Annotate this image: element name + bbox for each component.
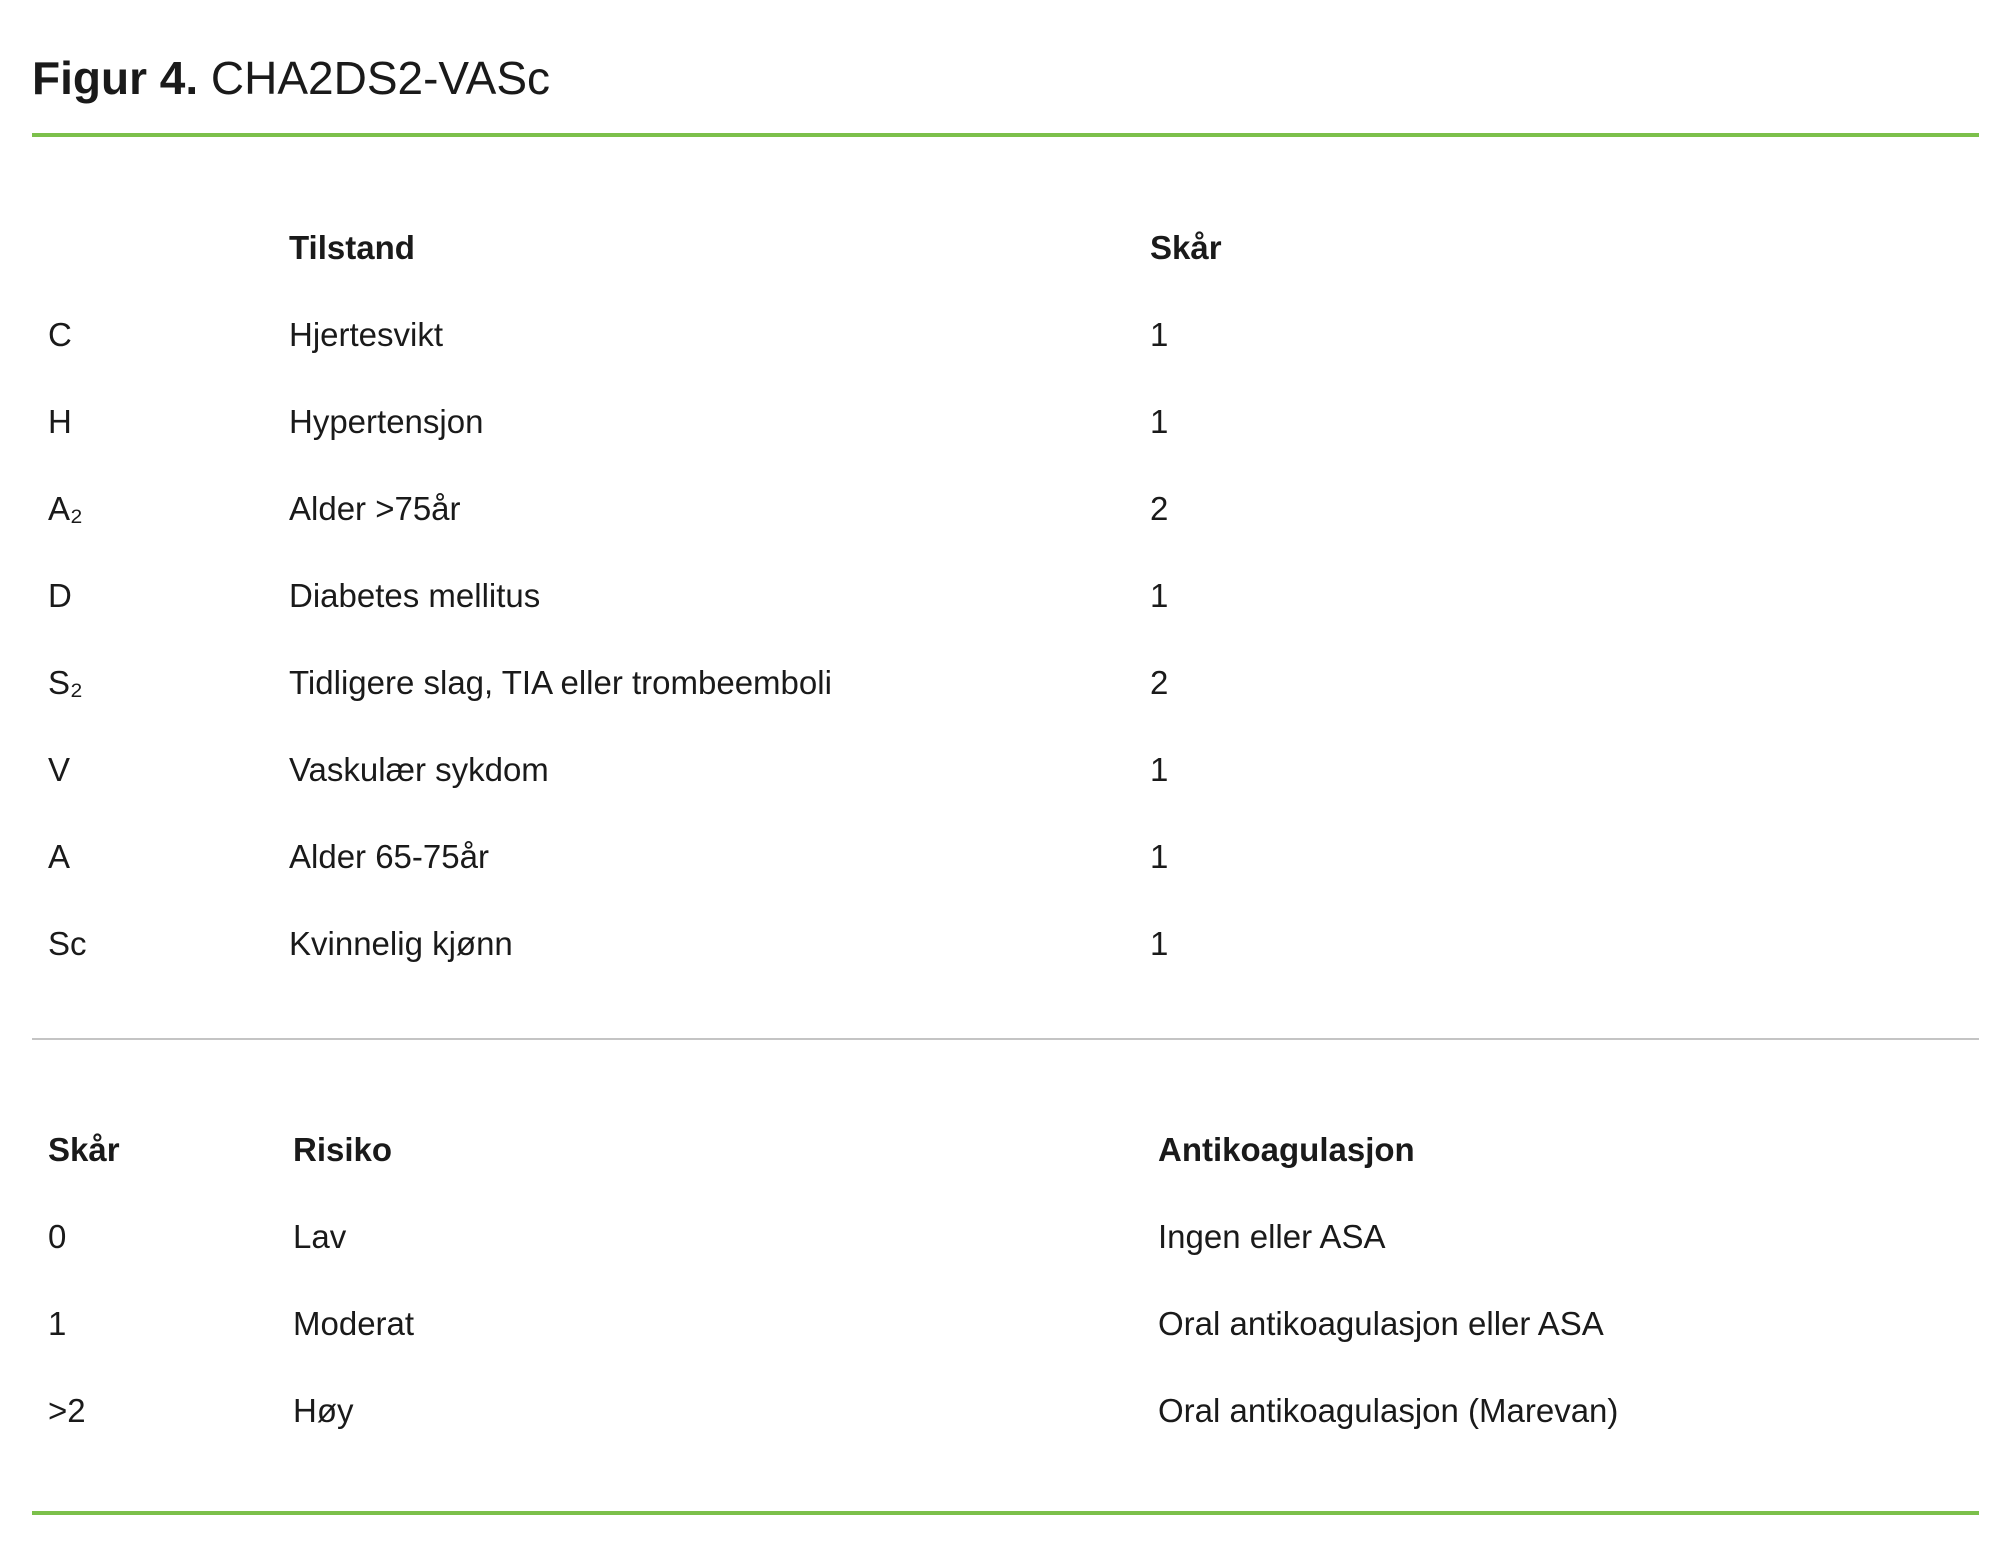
- header-condition: Tilstand: [289, 229, 415, 266]
- row-condition: Hypertensjon: [289, 403, 484, 440]
- row-letter: V: [48, 751, 71, 788]
- row-score: 1: [1150, 751, 1169, 788]
- row-letter: C: [48, 316, 72, 353]
- header-risk: Risiko: [293, 1131, 393, 1168]
- table-row: [0, 465, 2000, 552]
- top-divider: [32, 133, 1979, 137]
- risk-table: [0, 1106, 2000, 1454]
- row-score: 2: [1150, 664, 1169, 701]
- table-row: [0, 1193, 2000, 1280]
- middle-divider: [32, 1038, 1979, 1040]
- row-score: 1: [1150, 403, 1169, 440]
- header-score: Skår: [48, 1131, 120, 1168]
- row-anticoagulation: Ingen eller ASA: [1158, 1218, 1386, 1255]
- bottom-divider: [32, 1511, 1979, 1515]
- header-anticoagulation: Antikoagulasjon: [1158, 1131, 1415, 1168]
- row-score: 0: [48, 1218, 67, 1255]
- table-row: [0, 378, 2000, 465]
- figure-label: Figur 4.: [32, 52, 199, 104]
- score-table: [0, 204, 2000, 987]
- row-condition: Alder 65-75år: [289, 838, 489, 875]
- table-row: [0, 639, 2000, 726]
- table-row: [0, 1367, 2000, 1454]
- header-score: Skår: [1150, 229, 1222, 266]
- row-letter: A₂: [48, 490, 83, 527]
- row-condition: Diabetes mellitus: [289, 577, 541, 614]
- figure-title: [32, 48, 550, 108]
- row-condition: Tidligere slag, TIA eller trombeemboli: [289, 664, 832, 701]
- row-score: 1: [1150, 577, 1169, 614]
- row-score: 1: [1150, 925, 1169, 962]
- row-score: >2: [48, 1392, 86, 1429]
- row-letter: D: [48, 577, 72, 614]
- table-row: [0, 1280, 2000, 1367]
- row-letter: A: [48, 838, 71, 875]
- table-row: [0, 900, 2000, 987]
- row-risk: Moderat: [293, 1305, 415, 1342]
- row-letter: S₂: [48, 664, 83, 701]
- row-anticoagulation: Oral antikoagulasjon eller ASA: [1158, 1305, 1604, 1342]
- table-row: [0, 291, 2000, 378]
- row-anticoagulation: Oral antikoagulasjon (Marevan): [1158, 1392, 1619, 1429]
- row-letter: H: [48, 403, 72, 440]
- row-risk: Lav: [293, 1218, 347, 1255]
- figure-name: CHA2DS2-VASc: [210, 52, 551, 104]
- row-risk: Høy: [293, 1392, 354, 1429]
- table-row: [0, 726, 2000, 813]
- row-score: 1: [1150, 838, 1169, 875]
- table-row: [0, 552, 2000, 639]
- row-condition: Hjertesvikt: [289, 316, 444, 353]
- score-table-header: [0, 204, 2000, 291]
- risk-table-header: [0, 1106, 2000, 1193]
- row-score: 1: [48, 1305, 67, 1342]
- row-letter: Sc: [48, 925, 87, 962]
- row-score: 1: [1150, 316, 1169, 353]
- row-condition: Kvinnelig kjønn: [289, 925, 513, 962]
- row-score: 2: [1150, 490, 1169, 527]
- row-condition: Alder >75år: [289, 490, 461, 527]
- row-condition: Vaskulær sykdom: [289, 751, 549, 788]
- table-row: [0, 813, 2000, 900]
